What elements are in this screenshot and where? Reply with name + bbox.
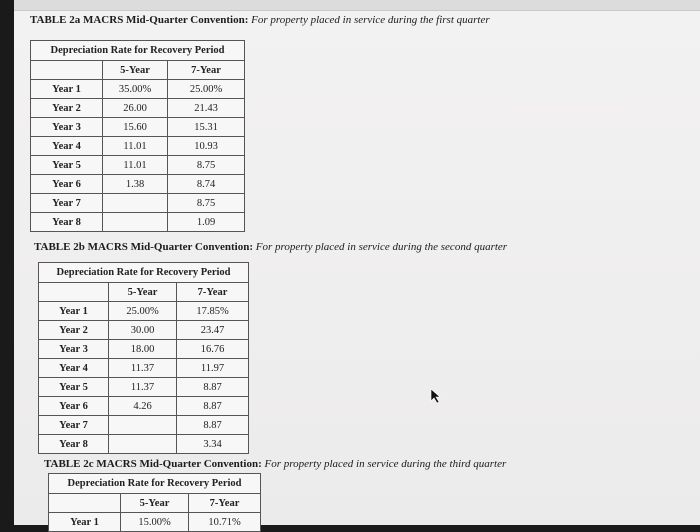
rate-5-year: 35.00% [103,80,168,99]
table-header: Depreciation Rate for Recovery Period [31,41,245,61]
rate-5-year: 11.37 [109,359,177,378]
rate-5-year: 11.01 [103,137,168,156]
year-label: Year 7 [39,416,109,435]
rate-7-year: 8.74 [168,175,245,194]
table-row [39,397,249,416]
table-row [39,416,249,435]
blank-header [39,283,109,302]
rate-5-year: 15.00% [121,513,189,532]
table-2b-title: TABLE 2b MACRS Mid-Quarter Convention: [34,241,253,253]
table-row [31,80,245,99]
table-row [31,175,245,194]
rate-5-year: 25.00% [109,302,177,321]
rate-7-year: 21.43 [168,99,245,118]
year-label: Year 5 [31,156,103,175]
table-2a-description: For property placed in service during the first quarter [251,14,490,26]
table-row [39,359,249,378]
browser-toolbar [14,0,700,11]
rate-7-year: 1.09 [168,213,245,232]
column-header-7-year: 7-Year [189,494,261,513]
rate-5-year [103,213,168,232]
table-header: Depreciation Rate for Recovery Period [49,474,261,494]
rate-7-year: 8.75 [168,194,245,213]
year-label: Year 3 [39,340,109,359]
year-label: Year 1 [31,80,103,99]
rate-5-year: 11.37 [109,378,177,397]
column-header-5-year: 5-Year [103,61,168,80]
rate-5-year: 26.00 [103,99,168,118]
year-label: Year 4 [39,359,109,378]
rate-7-year: 8.87 [177,378,249,397]
year-label: Year 4 [31,137,103,156]
table-header: Depreciation Rate for Recovery Period [39,263,249,283]
table-row [39,378,249,397]
blank-header [31,61,103,80]
document-page [14,0,700,528]
year-label: Year 6 [31,175,103,194]
year-label: Year 5 [39,378,109,397]
rate-7-year: 15.31 [168,118,245,137]
table-row [31,194,245,213]
year-label: Year 2 [39,321,109,340]
year-label: Year 1 [49,513,121,532]
table-row [31,213,245,232]
table-row [39,435,249,454]
column-header-5-year: 5-Year [109,283,177,302]
rate-7-year: 8.75 [168,156,245,175]
rate-7-year: 25.00% [168,80,245,99]
rate-5-year [109,416,177,435]
rate-7-year: 11.97 [177,359,249,378]
table-2b [38,262,249,454]
column-header-7-year: 7-Year [177,283,249,302]
table-row [31,118,245,137]
rate-7-year: 16.76 [177,340,249,359]
rate-7-year: 8.87 [177,416,249,435]
table-2a [30,40,245,232]
rate-5-year [103,194,168,213]
column-header-7-year: 7-Year [168,61,245,80]
rate-5-year: 18.00 [109,340,177,359]
rate-5-year: 15.60 [103,118,168,137]
year-label: Year 6 [39,397,109,416]
table-row [31,137,245,156]
table-2a-caption [30,14,490,26]
table-row [39,321,249,340]
rate-5-year: 1.38 [103,175,168,194]
rate-7-year: 3.34 [177,435,249,454]
table-row [39,340,249,359]
rate-7-year: 17.85% [177,302,249,321]
table-2b-description: For property placed in service during the second quarter [255,241,508,253]
mouse-pointer-icon [430,388,442,404]
rate-5-year: 11.01 [103,156,168,175]
rate-7-year: 23.47 [177,321,249,340]
column-header-5-year: 5-Year [121,494,189,513]
rate-5-year: 30.00 [109,321,177,340]
rate-7-year: 10.93 [168,137,245,156]
rate-7-year: 10.71% [189,513,261,532]
table-row [39,302,249,321]
table-2a-title: TABLE 2a MACRS Mid-Quarter Convention: [30,14,249,26]
rate-5-year: 4.26 [109,397,177,416]
table-row [31,99,245,118]
table-row [49,513,261,532]
year-label: Year 2 [31,99,103,118]
year-label: Year 7 [31,194,103,213]
table-2c [48,473,261,532]
year-label: Year 8 [31,213,103,232]
year-label: Year 3 [31,118,103,137]
table-row [31,156,245,175]
table-2b-caption [34,241,507,253]
table-2c-caption [44,458,506,470]
year-label: Year 1 [39,302,109,321]
rate-5-year [109,435,177,454]
blank-header [49,494,121,513]
rate-7-year: 8.87 [177,397,249,416]
table-2c-title: TABLE 2c MACRS Mid-Quarter Convention: [44,458,262,470]
year-label: Year 8 [39,435,109,454]
table-2c-description: For property placed in service during the third quarter [264,458,507,470]
